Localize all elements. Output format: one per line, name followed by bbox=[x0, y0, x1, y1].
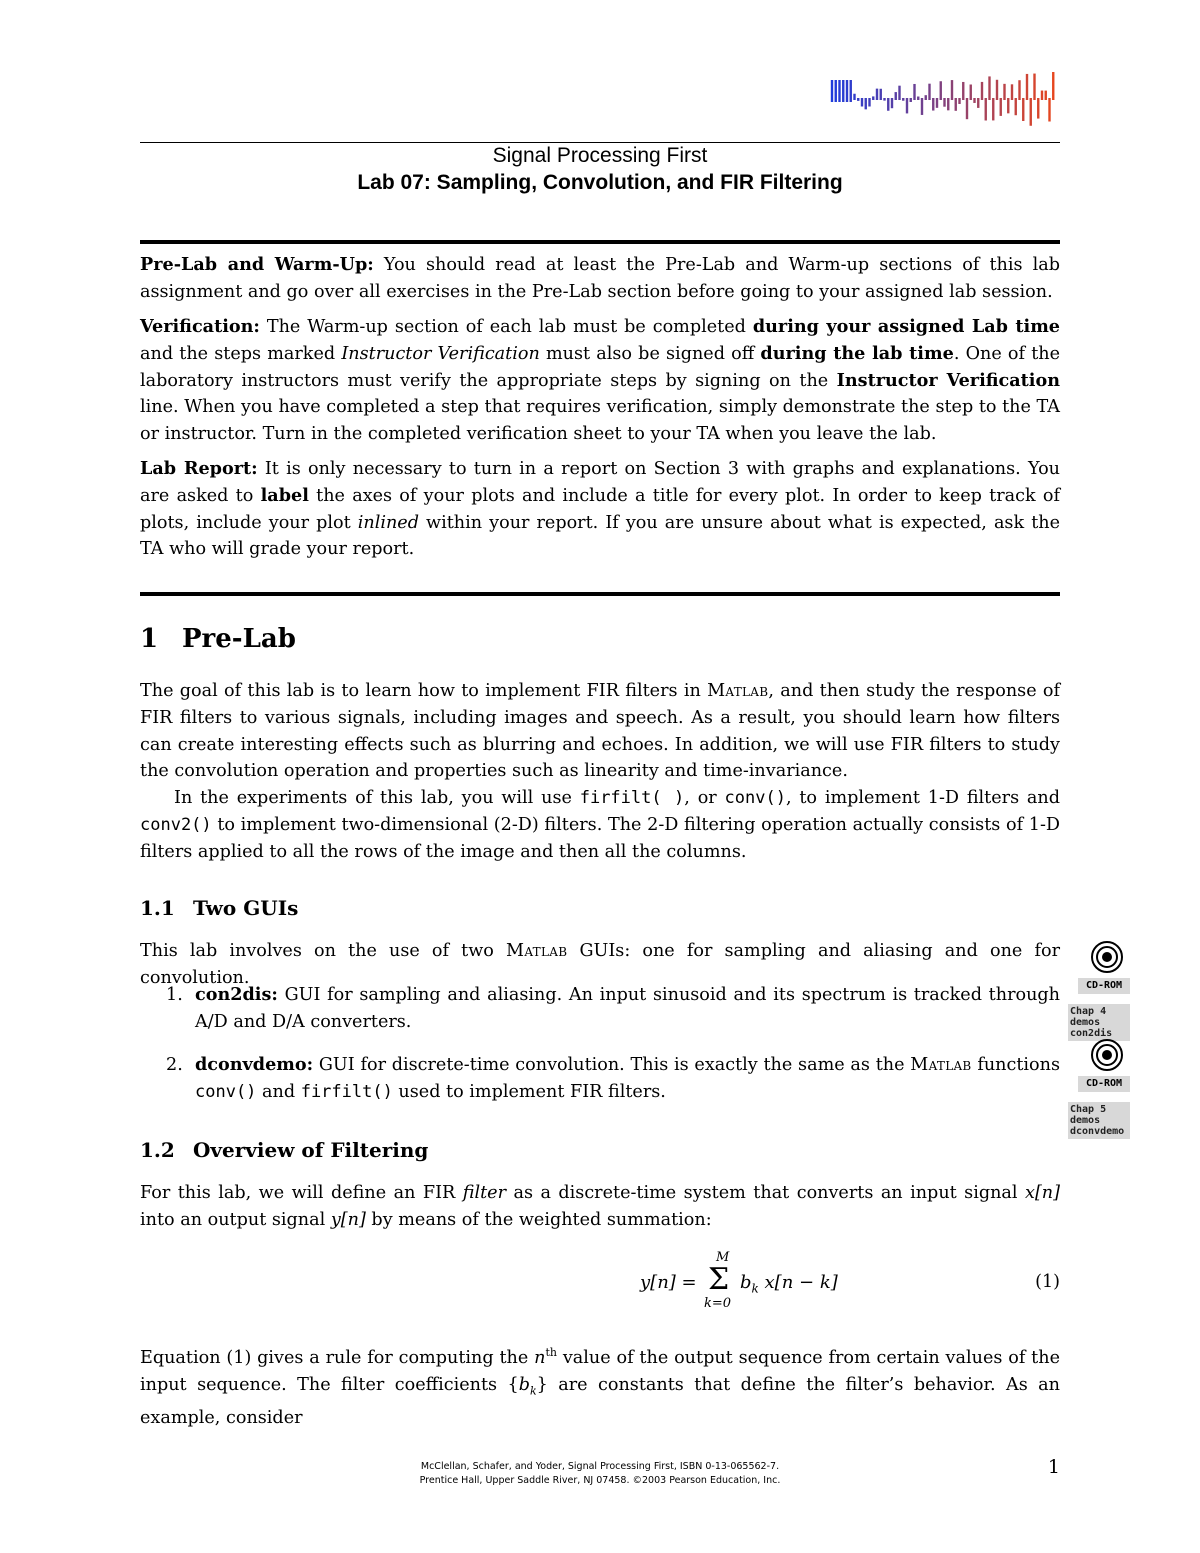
course-title: Signal Processing First bbox=[492, 144, 708, 167]
equation-fir-sum: y[n] = M Σ k=0 $b_k$ x[n − k] (1) bbox=[640, 1250, 1060, 1311]
subsection-heading-overview-filtering: 1.2 Overview of Filtering bbox=[140, 1138, 429, 1162]
equation-number: (1) bbox=[1035, 1272, 1060, 1292]
list-item-dconvdemo: dconvdemo: GUI for discrete-time convolution. This is exactly the same as the Matlab functions conv() and firfilt() used to implement FIR filters. bbox=[195, 1054, 1060, 1102]
lab-title: Lab 07: Sampling, Convolution, and FIR Filtering bbox=[357, 171, 843, 194]
subsection-heading-two-guis: 1.1 Two GUIs bbox=[140, 896, 299, 920]
footer-citation: McClellan, Schafer, and Yoder, Signal Processing First, ISBN 0-13-065562-7. Prentice Hall, Upper Saddle River, NJ 07458. ©2003 Pearson Education, Inc. bbox=[419, 1461, 781, 1486]
list-number: 1. bbox=[166, 985, 183, 1005]
prelab-label: Pre-Lab and Warm-Up: bbox=[140, 254, 374, 275]
cd-disc-icon bbox=[1090, 1038, 1124, 1072]
cdrom-chapter-box: Chap 4 demos con2dis bbox=[1068, 1004, 1130, 1041]
cdrom-chapter-box: Chap 5 demos dconvdemo bbox=[1068, 1102, 1130, 1139]
header-rule bbox=[140, 142, 1060, 143]
intro-bottom-rule bbox=[140, 592, 1060, 596]
cd-disc-icon bbox=[1090, 940, 1124, 974]
prelab-paragraph: Pre-Lab and Warm-Up: You should read at least the Pre-Lab and Warm-up sections of this lab assignment and go over all exercises in the Pre-Lab section before going to your assigned lab session. bbox=[140, 254, 1060, 302]
two-guis-intro: This lab involves on the use of two Matlab GUIs: one for sampling and aliasing and one for convolution. bbox=[140, 941, 1060, 988]
signal-waveform-logo bbox=[826, 72, 1062, 134]
lab-report-paragraph: Lab Report: It is only necessary to turn in a report on Section 3 with graphs and explanations. You are asked to label the axes of your plots and include a title for every plot. In order to keep track of plots, include your plot inlined within your report. If you are unsure about what is expected, ask the TA who will grade your report. bbox=[140, 458, 1061, 560]
verification-label: Verification: bbox=[140, 316, 260, 337]
page-number: 1 bbox=[1047, 1456, 1060, 1478]
intro-top-rule bbox=[140, 240, 1060, 244]
section-heading-prelab: 1 Pre-Lab bbox=[140, 624, 296, 654]
cdrom-note-con2dis bbox=[1068, 940, 1130, 1039]
filtering-definition-paragraph: For this lab, we will define an FIR filter as a discrete-time system that converts an input signal x[n] into an output signal y[n] by means of the weighted summation: bbox=[140, 1183, 1060, 1230]
equation-explanation-paragraph: Equation (1) gives a rule for computing the $n^{th}$ value of the output sequence from certain values of the input sequence. The filter coefficients $\{b_k\}$ are constants that define the filter’s behavior. As an example, consider bbox=[140, 1346, 1060, 1428]
list-number: 2. bbox=[166, 1055, 183, 1075]
list-item-con2dis: con2dis: GUI for sampling and aliasing. An input sinusoid and its spectrum is tracked through A/D and D/A converters. bbox=[195, 984, 1060, 1032]
prelab-goal-paragraph: The goal of this lab is to learn how to implement FIR filters in Matlab, and then study the response of FIR filters to various signals, including images and speech. As a result, you should learn how filters can create interesting effects such as blurring and echoes. In addition, we will use FIR filters to study the convolution operation and properties such as linearity and time-invariance. bbox=[140, 681, 1060, 782]
prelab-experiments-paragraph: In the experiments of this lab, you will use firfilt( ), or conv(), to implement 1-D filters and conv2() to implement two-dimensional (2-D) filters. The 2-D filtering operation actually consists of 1-D filters applied to all the rows of the image and then all the columns. bbox=[140, 788, 1061, 862]
cdrom-label: CD-ROM bbox=[1078, 978, 1130, 994]
cdrom-note-dconvdemo bbox=[1068, 1038, 1130, 1137]
cdrom-label: CD-ROM bbox=[1078, 1076, 1130, 1092]
verification-paragraph: Verification: The Warm-up section of each lab must be completed during your assigned Lab time and the steps marked Instructor Verification must also be signed off during the lab time. One of the laboratory instructors must verify the appropriate steps by signing on the Instructor Verification line. When you have completed a step that requires verification, simply demonstrate the step to the TA or instructor. Turn in the completed verification sheet to your TA when you leave the lab. bbox=[140, 316, 1061, 445]
lab-report-label: Lab Report: bbox=[140, 458, 258, 479]
